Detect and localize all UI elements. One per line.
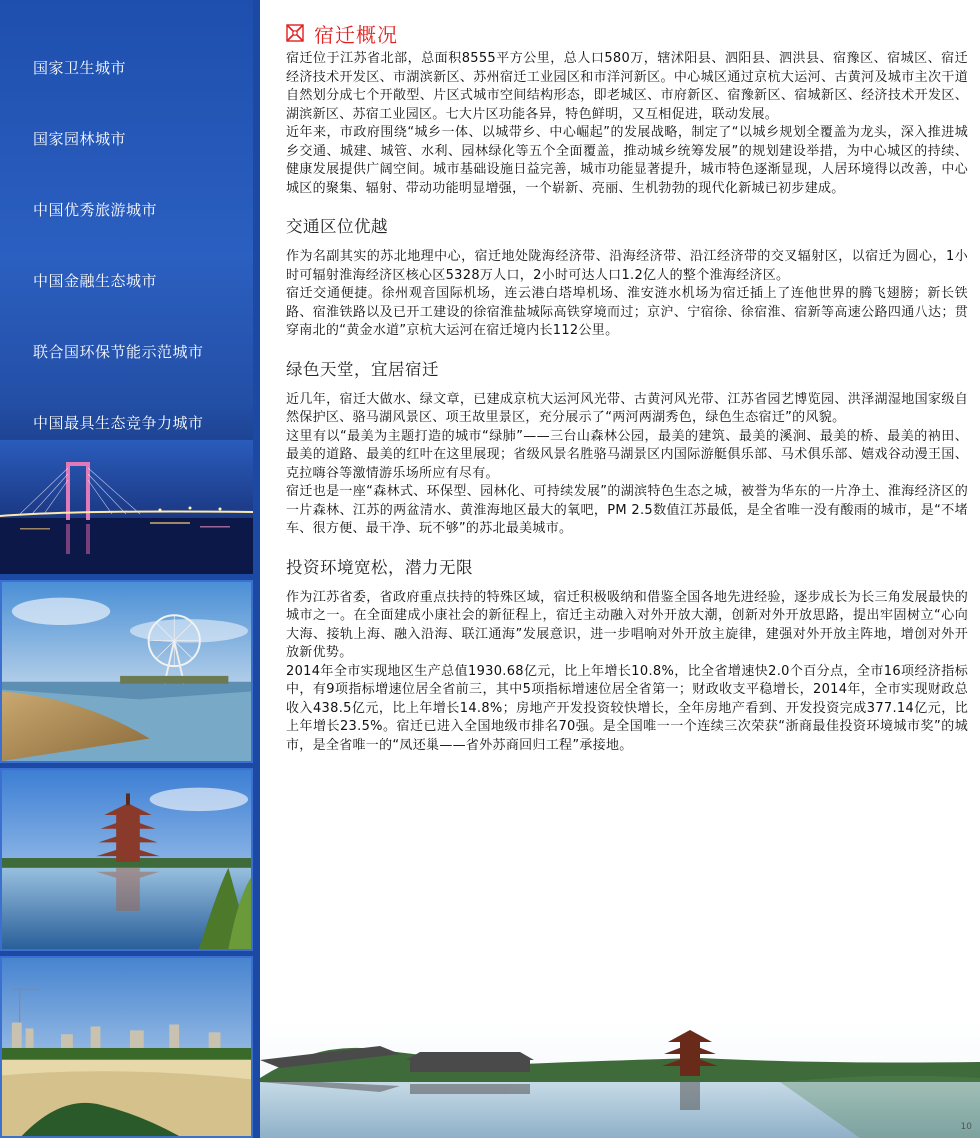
ornament-mark-icon xyxy=(286,24,304,42)
sidebar-item-label: 联合国环保节能示范城市 xyxy=(33,343,204,361)
sidebar-item-label: 中国优秀旅游城市 xyxy=(33,201,158,219)
section-title-transport: 交通区位优越 xyxy=(286,217,388,236)
intro-paragraph: 宿迁位于江苏省北部，总面积8555平方公里，总人口580万，辖沭阳县、泗阳县、泗洪县、宿豫区、宿城区、宿迁经济技术开发区、市湖滨新区、苏州宿迁工业园区和市洋河新区。中心城区通过京杭大运河、古黄河及城市主次干道自然划分成七个开敞型、片区式城市空间结构形态，即老城区、市府新区、宿豫新区、宿城新区、经济技术开发区、湖滨新区、苏宿工业园区。七大片区功能各异，特色鲜明，又互相促进，联动发展。 xyxy=(286,51,968,122)
city-skyline-lake-photo xyxy=(0,956,253,1138)
lakeside-pavilion-photo xyxy=(260,1020,980,1138)
section-paragraph: 2014年全市实现地区生产总值1930.68亿元，比上年增长10.8%，比全省增速快2.0个百分点，全市16项经济指标中，有9项指标增速位居全省前三，其中5项指标增速位居全省第一；财政收支平稳增长，2014年，全市实现财政总收入438.5亿元，比上年增长14.8%；房地产开发投资较快增长，全年房地产看到、开发投资完成377.14亿元，比上年增长23.5%。宿迁已进入全国地级市排名70强。是全国唯一一个连续三次荣获“浙商最佳投资环境城市奖”的城市，是全省唯一的“凤还巢——省外苏商回归工程”承接地。 xyxy=(286,663,968,753)
section-paragraph: 宿迁也是一座“森林式、环保型、园林化、可持续发展”的湖滨特色生态之城，被誉为华东的一片净土、淮海经济区的一片森林、江苏的两盆清水、黄淮海地区最大的氧吧，PM 2.5数值江苏最低，是全省唯一没有酸雨的城市，是“不堵车、很方便、最干净、玩不够”的苏北最美城市。 xyxy=(286,484,968,536)
sidebar xyxy=(0,0,253,574)
sidebar-item-label: 国家卫生城市 xyxy=(33,59,127,77)
section-title-investment: 投资环境宽松，潜力无限 xyxy=(286,557,473,577)
section-paragraph: 宿迁交通便捷。徐州观音国际机场，连云港白塔埠机场、淮安涟水机场为宿迁插上了连他世界的腾飞翅膀；新长铁路、宿淮铁路以及已开工建设的徐宿淮盐城际高铁穿境而过；京沪、宁宿徐、徐宿淮、宿新等高速公路四通八达；贯穿南北的“黄金水道”京杭大运河在宿迁境内长112公里。 xyxy=(286,286,968,338)
intro-paragraph: 近年来，市政府围绕“城乡一体、以城带乡、中心崛起”的发展战略，制定了“以城乡规划全覆盖为龙头，深入推进城乡交通、城建、城管、水利、园林绿化等五个全面覆盖，推动城乡统筹发展”的规划建设举措，为中心城区的持续、健康发展提供广阔空间。城市基础设施日益完善，城市功能显著提升，城市特色逐渐显现，人居环境得以改善，中心城区的聚集、辐射、带动功能明显增强，一个崭新、亮丽、生机勃勃的现代化新城已初步建成。 xyxy=(286,125,968,196)
section-paragraph: 作为江苏省委，省政府重点扶持的特殊区域，宿迁积极吸纳和借鉴全国各地先进经验，逐步成长为长三角发展最快的城市之一。在全面建成小康社会的新征程上，宿迁主动融入对外开放大潮，创新对外开放思路，提出牢固树立“心向大海、接轨上海、融入沿海、联江通海”发展意识，进一步唱响对外开放主旋律，建强对外开放主阵地，增创对外开放新优势。 xyxy=(286,589,968,660)
sidebar-item-label: 中国最具生态竞争力城市 xyxy=(33,414,204,432)
bridge-night-photo xyxy=(0,440,253,574)
sidebar-item-label: 中国金融生态城市 xyxy=(33,272,158,290)
section-title-green: 绿色天堂，宜居宿迁 xyxy=(286,359,439,379)
section-paragraph: 这里有以“最美为主题打造的城市“绿肺”——三台山森林公园，最美的建筑、最美的溪涧、最美的桥、最美的衲田、最美的道路、最美的红叶在这里展现；省级风景名胜骆马湖景区内国际游艇俱乐部、马术俱乐部、嬉戏谷动漫王国、克拉嗨谷等激情游乐场所应有尽有。 xyxy=(286,428,968,481)
content-panel xyxy=(260,0,980,1138)
pagoda-lake-photo xyxy=(0,768,253,951)
sidebar-item-label: 国家园林城市 xyxy=(33,130,127,148)
page-title: 宿迁概况 xyxy=(314,22,398,47)
beach-ferris-wheel-photo xyxy=(0,580,253,763)
section-paragraph: 近几年，宿迁大做水、绿文章，已建成京杭大运河风光带、古黄河风光带、江苏省园艺博览园、洪泽湖湿地国家级自然保护区、骆马湖风景区、项王故里景区，充分展示了“两河两湖秀色，绿色生态宿迁”的风貌。 xyxy=(286,391,968,425)
section-paragraph: 作为名副其实的苏北地理中心，宿迁地处陇海经济带、沿海经济带、沿江经济带的交叉辐射区，以宿迁为圆心，1小时可辐射淮海经济区核心区5328万人口，2小时可达人口1.2亿人的整个淮海经济区。 xyxy=(286,249,968,283)
page-title-row xyxy=(286,18,968,48)
page-number: 10 xyxy=(960,1122,972,1132)
